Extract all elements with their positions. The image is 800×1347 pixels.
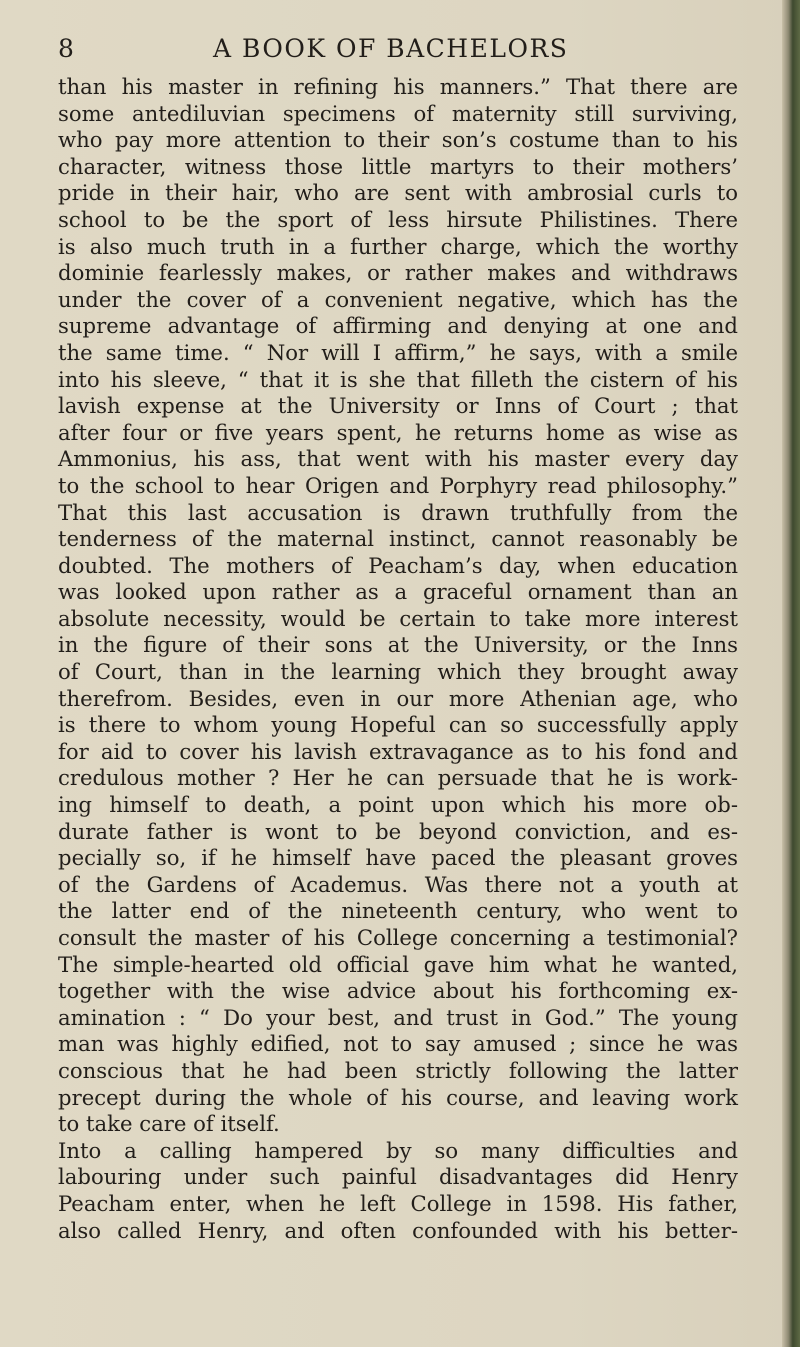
text-line: dominie fearlessly makes, or rather makes and withdraws xyxy=(58,260,738,286)
text-line: to the school to hear Origen and Porphyry read philosophy.” xyxy=(58,472,738,498)
text-line: than his master in refining his manners.” That there are xyxy=(58,74,738,99)
text-line: of Court, than in the learning which they brought away xyxy=(58,659,738,685)
text-line: together with the wise advice about his forthcoming ex- xyxy=(58,978,738,1004)
text-line: was looked upon rather as a graceful ornament than an xyxy=(58,579,738,605)
text-line: into his sleeve, “ that it is she that filleth the cistern of his xyxy=(58,366,738,392)
text-line: lavish expense at the University or Inns of Court ; that xyxy=(58,393,738,419)
text-line: under the cover of a convenient negative, which has the xyxy=(58,286,738,312)
text-line-paragraph-end: to take care of itself. xyxy=(58,1111,280,1137)
page-number: 8 xyxy=(58,34,75,63)
text-line: pride in their hair, who are sent with ambrosial curls to xyxy=(58,180,738,206)
text-line: Peacham enter, when he left College in 1598. His father, xyxy=(58,1190,738,1216)
text-line: credulous mother ? Her he can persuade that he is work- xyxy=(58,765,738,791)
text-line: ing himself to death, a point upon which his more ob- xyxy=(58,792,738,818)
text-line: supreme advantage of affirming and denying at one and xyxy=(58,313,738,339)
text-line-paragraph-start: Into a calling hampered by so many difficulties and xyxy=(58,1137,738,1163)
body-text xyxy=(58,74,738,1244)
text-line: therefrom. Besides, even in our more Athenian age, who xyxy=(58,685,738,711)
text-line: also called Henry, and often confounded with his better- xyxy=(58,1217,738,1243)
text-line: absolute necessity, would be certain to take more interest xyxy=(58,605,738,631)
text-line: man was highly edified, not to say amused ; since he was xyxy=(58,1031,738,1057)
book-spine-edge xyxy=(782,0,800,1347)
text-line: tenderness of the maternal instinct, cannot reasonably be xyxy=(58,526,738,552)
text-line: pecially so, if he himself have paced the pleasant groves xyxy=(58,845,738,871)
page-header xyxy=(58,34,758,68)
text-line: Ammonius, his ass, that went with his master every day xyxy=(58,446,738,472)
text-line: in the figure of their sons at the University, or the Inns xyxy=(58,632,738,658)
running-title: A BOOK OF BACHELORS xyxy=(213,34,569,63)
text-line: durate father is wont to be beyond conviction, and es- xyxy=(58,818,738,844)
text-line: conscious that he had been strictly following the latter xyxy=(58,1057,738,1083)
text-line: who pay more attention to their son’s costume than to his xyxy=(58,127,738,153)
text-line: is also much truth in a further charge, which the worthy xyxy=(58,233,738,259)
text-line: consult the master of his College concerning a testimonial? xyxy=(58,925,738,950)
text-line: of the Gardens of Academus. Was there not a youth at xyxy=(58,871,738,897)
text-line: That this last accusation is drawn truthfully from the xyxy=(58,499,738,525)
text-line: labouring under such painful disadvantages did Henry xyxy=(58,1164,738,1190)
text-line: after four or five years spent, he returns home as wise as xyxy=(58,419,738,445)
text-line: the same time. “ Nor will I affirm,” he says, with a smile xyxy=(58,339,738,365)
text-line: for aid to cover his lavish extravagance as to his fond and xyxy=(58,738,738,764)
text-line: the latter end of the nineteenth century, who went to xyxy=(58,898,738,924)
text-line: precept during the whole of his course, and leaving work xyxy=(58,1084,738,1110)
text-line: some antediluvian specimens of maternity still surviving, xyxy=(58,100,738,126)
text-line: doubted. The mothers of Peacham’s day, when education xyxy=(58,552,738,578)
text-line: is there to whom young Hopeful can so successfully apply xyxy=(58,712,738,738)
text-line: The simple-hearted old official gave him what he wanted, xyxy=(58,951,738,977)
text-line: amination : “ Do your best, and trust in God.” The young xyxy=(58,1004,738,1030)
text-line: school to be the sport of less hirsute Philistines. There xyxy=(58,206,738,232)
text-line: character, witness those little martyrs to their mothers’ xyxy=(58,153,738,179)
